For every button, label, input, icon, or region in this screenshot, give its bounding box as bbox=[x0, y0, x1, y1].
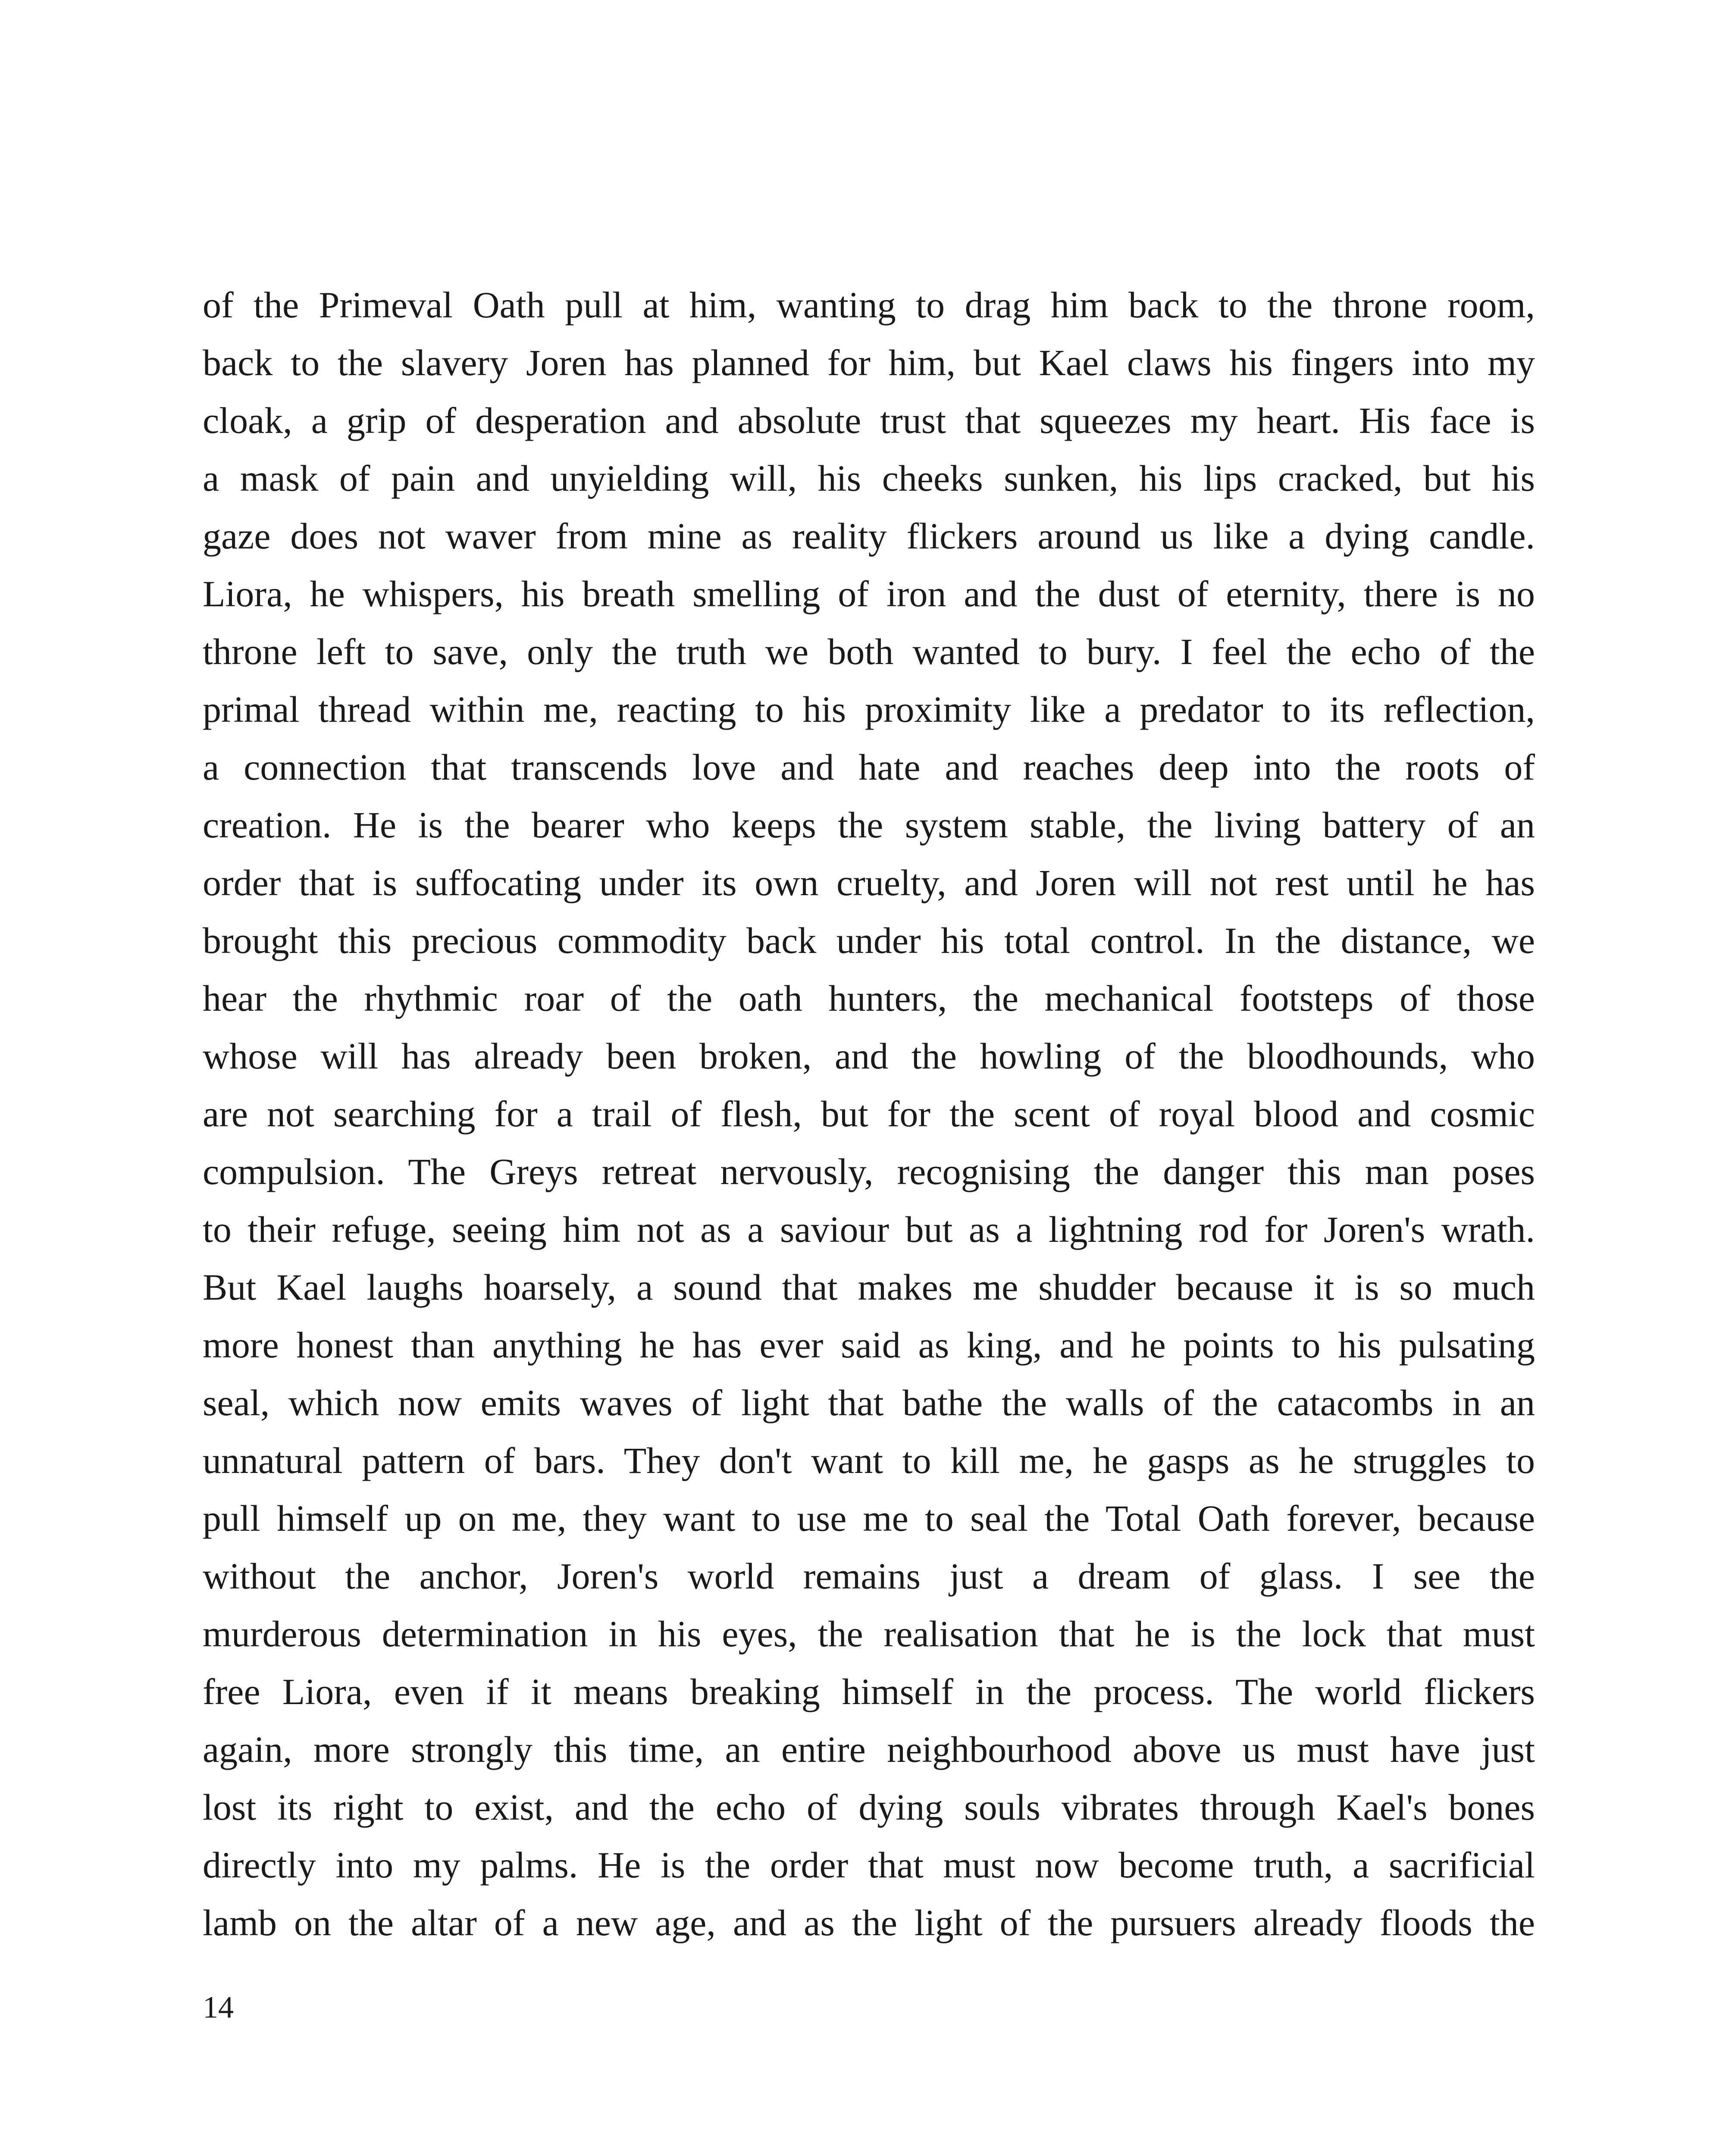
text-line: without the anchor, Joren's world remains just a dream of glass. I see the bbox=[203, 1555, 1535, 1597]
text-line: brought this precious commodity back under his total control. In the distance, we bbox=[203, 920, 1535, 961]
text-line: to their refuge, seeing him not as a saviour but as a lightning rod for Joren's wrath. bbox=[203, 1209, 1535, 1250]
text-line: Liora, he whispers, his breath smelling of iron and the dust of eternity, there is no bbox=[203, 573, 1535, 614]
text-line: throne left to save, only the truth we both wanted to bury. I feel the echo of the bbox=[203, 631, 1535, 672]
text-line: lost its right to exist, and the echo of dying souls vibrates through Kael's bones bbox=[203, 1786, 1535, 1828]
body-text bbox=[203, 276, 1535, 1952]
text-line: seal, which now emits waves of light that bathe the walls of the catacombs in an bbox=[203, 1382, 1535, 1423]
text-line: unnatural pattern of bars. They don't want to kill me, he gasps as he struggles to bbox=[203, 1440, 1535, 1481]
text-line: murderous determination in his eyes, the realisation that he is the lock that must bbox=[203, 1613, 1535, 1655]
text-line: are not searching for a trail of flesh, but for the scent of royal blood and cosmic bbox=[203, 1093, 1535, 1134]
text-line: whose will has already been broken, and the howling of the bloodhounds, who bbox=[203, 1035, 1535, 1077]
text-line: a connection that transcends love and hate and reaches deep into the roots of bbox=[203, 746, 1535, 788]
text-line: primal thread within me, reacting to his proximity like a predator to its reflection, bbox=[203, 689, 1535, 730]
text-line: creation. He is the bearer who keeps the system stable, the living battery of an bbox=[203, 804, 1535, 846]
text-line: hear the rhythmic roar of the oath hunters, the mechanical footsteps of those bbox=[203, 978, 1535, 1019]
text-line: of the Primeval Oath pull at him, wanting to drag him back to the throne room, bbox=[203, 284, 1535, 326]
text-line: free Liora, even if it means breaking himself in the process. The world flickers bbox=[203, 1671, 1535, 1712]
page-number: 14 bbox=[203, 1990, 234, 2024]
text-line: order that is suffocating under its own cruelty, and Joren will not rest until he has bbox=[203, 862, 1535, 903]
text-line: again, more strongly this time, an entire neighbourhood above us must have just bbox=[203, 1729, 1535, 1770]
text-line: back to the slavery Joren has planned for him, but Kael claws his fingers into my bbox=[203, 342, 1535, 383]
text-line: But Kael laughs hoarsely, a sound that makes me shudder because it is so much bbox=[203, 1266, 1535, 1308]
text-line: more honest than anything he has ever said as king, and he points to his pulsating bbox=[203, 1324, 1535, 1366]
text-line: compulsion. The Greys retreat nervously, recognising the danger this man poses bbox=[203, 1151, 1535, 1192]
text-line: cloak, a grip of desperation and absolute trust that squeezes my heart. His face is bbox=[203, 400, 1535, 441]
text-line: directly into my palms. He is the order that must now become truth, a sacrificial bbox=[203, 1844, 1535, 1886]
text-line: a mask of pain and unyielding will, his cheeks sunken, his lips cracked, but his bbox=[203, 458, 1535, 499]
text-line: lamb on the altar of a new age, and as the light of the pursuers already floods the bbox=[203, 1902, 1535, 1943]
text-line: pull himself up on me, they want to use me to seal the Total Oath forever, because bbox=[203, 1498, 1535, 1539]
text-line: gaze does not waver from mine as reality flickers around us like a dying candle. bbox=[203, 515, 1535, 557]
